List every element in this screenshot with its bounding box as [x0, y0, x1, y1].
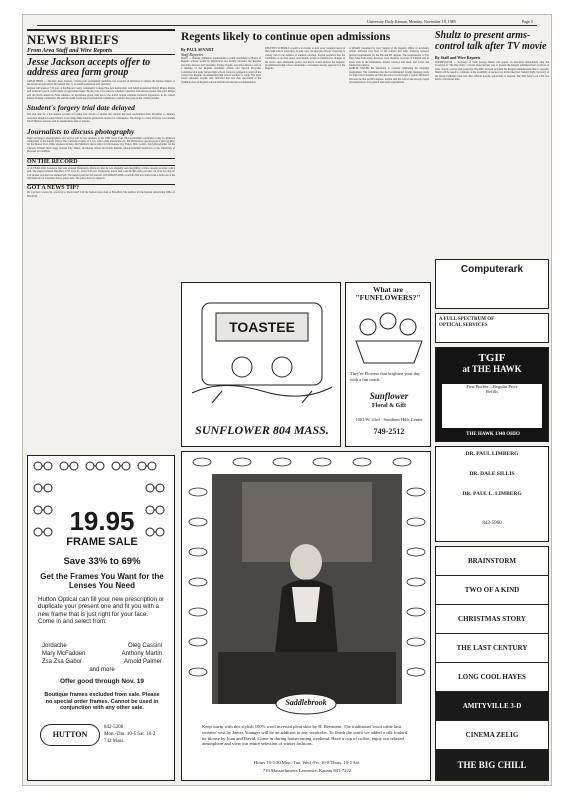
- brand-list: [42, 642, 162, 674]
- news-briefs-column: [27, 29, 175, 451]
- toastee-ad: [181, 282, 341, 447]
- saddlebrook-hours: Hours 10-5:30 Mon.-Tue. Wed.-Fri. 10-8 Thurs. 10-5 Sat.: [253, 760, 361, 765]
- computerark-logo: Computerark: [460, 264, 524, 275]
- movie-listing: CHRISTMAS STORY: [436, 605, 548, 634]
- main-byline: By PAUL SEVART: [181, 47, 214, 52]
- shultz-story: [435, 29, 549, 255]
- funflowers-question: What are "FUNFLOWERS?": [355, 285, 421, 302]
- toaster-illustration: [182, 283, 341, 423]
- jackson-lead: GREAT BEND — The Rev. Jesse Jackson, a Democratic presidential candidate, has accepted an invitation to address the Kansas chapter of the American Agriculture Movement Dec. 6, an AAM spokesman said yesterday.: [27, 80, 175, 87]
- hawk-footer: THE HAWK 1340 OHIO: [466, 432, 520, 437]
- refills-label: Refills: [486, 389, 498, 394]
- shultz-byline: By Staff and Wire Reports: [435, 55, 481, 60]
- frames-tagline: Get the Frames You Want for the Lenses You Need: [40, 572, 164, 590]
- main-body-col2: REGENTS SCHOOLS would be no harder to turn away students based on their high school transcripts, Koplik said, because the schools' financing is closely tied to the number of students enrolled. Koplik predicted that the committee, at its final report next month, would recommend no changes in the state's open admissions policy and that it would endorse the Regents' recommended high school curriculum, a document already approved by the Regents.: [265, 47, 345, 71]
- hutton-phone: 842-5208: [104, 725, 124, 730]
- toastee-store: SUNFLOWER 804 MASS.: [195, 423, 329, 437]
- frame-sale-label: FRAME SALE: [66, 536, 138, 548]
- shultz-headline: Shultz to present arms-control talk after TV movie: [435, 30, 547, 52]
- movie-listing: TWO OF A KIND: [436, 576, 548, 605]
- page-number: Page 3: [522, 19, 533, 24]
- publication-line: University Daily Kansan, Monday, November 18, 1985: [367, 19, 456, 24]
- brand-item: and more: [89, 667, 115, 673]
- jackson-body: Jackson will speak at 7:30 p.m. at the Barton County Community College Fine Arts Auditorium, said AAM spokesman Darrell Ringer. Ringer said Jackson's speech would center on agriculture issues. He also was to be asked to schedule a question-and-answer session afterward. Ringer said the North American Farm Alliance, an agriculture group with ties to the AAM, helped schedule Jackson's appearance in the central Kansas farming community. He said the AAM would ask all presidential candidates to address the group in the coming months.: [27, 86, 175, 101]
- hawk-label: at THE HAWK: [462, 364, 522, 374]
- movie-listing: AMITYVILLE 3-D: [436, 692, 548, 721]
- movie-listing: BRAINSTORM: [436, 547, 548, 576]
- save-percent: Save 33% to 69%: [63, 556, 141, 567]
- page-header: [37, 19, 537, 26]
- journalists-headline: Journalists to discuss photography: [27, 126, 135, 136]
- tip-title: GOT A NEWS TIP?: [27, 184, 175, 191]
- optometrist-3: DR. PAUL L. LIMBERG: [462, 491, 522, 497]
- newspaper-page: [22, 14, 552, 786]
- journalists-body: Eight newspaper photographers and writers will be the speakers at the 1985 Steve Fyke Photojournalism Conference today in Alderson Auditorium of the Kansas Union. The conference begins at 9 a.m. with a slide presentation by Jim Richardson, special projects photographer for the Denver Post. Other speakers include: Jim Sheldon's photo editor for the Kansas City Times; Milo Gollett, chief photographer for the Chanute Tribune; Rich Sugg, Kansas City Times; and Randy Olson and Rollie Pulliam, photojournalism instructors at the University of Missouri at Columbia.: [27, 136, 175, 154]
- saddlebrook-ad: [181, 451, 431, 781]
- shultz-body: WASHINGTON — Secretary of State George Shultz will appear on television immediately after the broadcast of 'The Day After,' a movie about nuclear war, to present the Reagan administration's position on arms control, sources said yesterday. The ABC network provided the Reagan administration time to respond. Shultz will be asked to comment on the possibility of nuclear war in the interview. Sunday night, Secretary of the Interior William Clark and other officials had the opportunity to respond. The 'Day After' took a full two hours of broadcast time.: [435, 61, 549, 82]
- toastee-sign: TOASTEE: [229, 319, 295, 335]
- funflowers-ad: [345, 282, 431, 447]
- optometrist-1: DR. PAUL LIMBERG: [465, 451, 519, 457]
- saddlebrook-address: 719 Massachusetts Lawrence, Kansas 841-7222: [262, 768, 352, 773]
- frame-price: 19.95: [69, 506, 135, 536]
- funflowers-answer: They're Flowers that brighten your day with a fun touch.: [350, 371, 421, 382]
- main-body-col3: A CHART presented by Jerry Sergen of the Regents Office of Academic Affairs indicated that most of the schools had some disparity between general requirements for the BA and BS degrees. The requirements at Fort Hays State University, however, were identical on hours of English and of hours each in the humanities, natural sciences and math, and social and behavioral sciences.: [349, 47, 429, 68]
- movie-listings-ad: [435, 546, 549, 781]
- pitcher-label: First Pitcher—Regular Price: [466, 384, 518, 389]
- main-body-col1: HAYS — Raising admission requirements to limit enrollment in Board of Regents schools would be impractical and fiscally unsound, the Regents executive director said yesterday. Stanley Koplik, executive director, said at a meeting of the Regents Academic Affairs and Special Programs Committee that many Kansas high schools were not equipped to teach all the courses the Regents recommended high school teachers to study. The most recent estimates, Koplik said, indicated that less than one-fourth of the freshman class in Regents schools this fall had met the recommendation.: [181, 57, 261, 84]
- tgif-label: TGIF: [478, 352, 506, 364]
- fine-print: Boutique frames excluded from sale. Please no special order frames. Cannot be used in conjunction with any other sale.: [44, 692, 160, 711]
- record-body: A 12-YEAR-OLD Lawrence man was arrested Wednesday afternoon after he was allegedly seen shoplifting a video-cassette recorder, police said. The suspect entered Wal-Mart, 2727 Iowa St., about 4:30 p.m. Wednesday, police said, took the $95 video recorder out of its box and put it in another box that was marked $10. The suspect paid the $10 and left. A WOMAN'S RING worth $1,800 was stolen from a bathroom at the Old Main lab on Lawrence Street, police said. The police have no suspects.: [27, 166, 175, 180]
- tip-body: Do you have a news tip, sports tip or photo idea? Call the Kansan news desk at 864-4810. The number for the Kansan Advertising Office is 864-4358.: [27, 191, 175, 198]
- hutton-optical-ad: [27, 455, 175, 781]
- brand-item: Zsa Zsa Gabor: [42, 659, 83, 665]
- saddlebrook-photo-frame: [182, 452, 431, 722]
- optical-services-ad: [435, 313, 549, 343]
- movie-listing: CINEMA ZELIG: [436, 721, 548, 750]
- hutton-hours: Mon.-Thu. 10-5 Sat. 10-2: [104, 732, 156, 737]
- optometrist-2: DR. DALE SILLIS: [469, 471, 515, 477]
- hawk-pitcher-panel: [442, 384, 542, 428]
- brand-item: Jordache: [42, 643, 67, 649]
- main-story: [181, 29, 431, 279]
- optometrist-ad: [435, 446, 549, 542]
- hutton-body: Hutton Optical can fill your new prescription or duplicate your present one and fit you with a new frame that is just right for your face. Come in and select from:: [38, 596, 165, 625]
- movie-listing: THE LAST CENTURY: [436, 634, 548, 663]
- hutton-address: 742 Mass.: [104, 739, 125, 744]
- funflowers-address: 1001 W. 23rd · Southern Hills Center: [355, 417, 423, 422]
- optometrist-phone: 843-5960: [482, 521, 502, 526]
- news-briefs-subtitle: From Area Staff and Wire Reports: [27, 48, 175, 55]
- optical-services-text: A FULL SPECTRUM OF OPTICAL SERVICES: [439, 317, 494, 328]
- movie-listing: THE BIG CHILL: [436, 750, 548, 780]
- news-briefs-title: NEWS BRIEFS: [27, 29, 175, 48]
- jackson-headline: Jesse Jackson accepts offer to address area farm group: [27, 57, 151, 78]
- main-body-col3b: KOPLIK URGED the university to consider reinstating the language requirement. The committee also had recommended foreign language study for high school students and that the school would begin a greater difference between the BA and BS degrees. Koplik said the school had already begun reconsideration of its general education requirements.: [349, 67, 429, 85]
- brand-item: Anthony Martin: [121, 651, 162, 657]
- brand-item: Oleg Cassini: [127, 643, 162, 649]
- funflowers-phone: 749-2512: [373, 427, 405, 436]
- hutton-contact: [104, 724, 155, 745]
- flower-basket-illustration: [346, 307, 431, 367]
- offer-date: Offer good through Nov. 19: [59, 678, 144, 685]
- hutton-logo: HUTTON: [40, 724, 100, 746]
- brand-item: Mary McFadden: [42, 651, 86, 657]
- saddlebrook-copy: Keep warm with this stylish 100% wool inverted pleat skirt by H. Bernstein. The traditional 'wool cable knit sweater' vest by James Younger will be an addition to any wardrobe. To finish the outfit we added a silk foulard tie blouse by Joan and David. Come in during homecoming weekend. Have a cup of coffee, enjoy our relaxed atmosphere and view our entire selection of winter fashions.: [202, 724, 408, 747]
- computerark-ad: [435, 259, 549, 309]
- funflowers-store: Sunflower: [369, 391, 409, 401]
- main-headline: Regents likely to continue open admissions: [181, 31, 391, 43]
- forgery-headline: Student's forgery trial date delayed: [27, 103, 135, 113]
- funflowers-florist: Floral & Gift: [372, 403, 406, 409]
- brand-item: Arnold Palmer: [123, 659, 162, 665]
- movie-listing: LONG COOL HAYES: [436, 663, 548, 692]
- forgery-body: The trial date for a KU student accused of forging four checks of another KU student has been rescheduled from December to January. Associate Douglas County District Court Judge Mike Malone granted the motion for continuance. The charge is a class D felony. Law student Paul Fahrney's attorney said he needed more time to prepare.: [27, 113, 175, 124]
- saddlebrook-logo: Saddlebrook: [285, 698, 327, 707]
- hawk-ad: [435, 347, 549, 442]
- record-title: ON THE RECORD: [27, 158, 175, 166]
- main-staff: Staff Reporter: [181, 52, 204, 57]
